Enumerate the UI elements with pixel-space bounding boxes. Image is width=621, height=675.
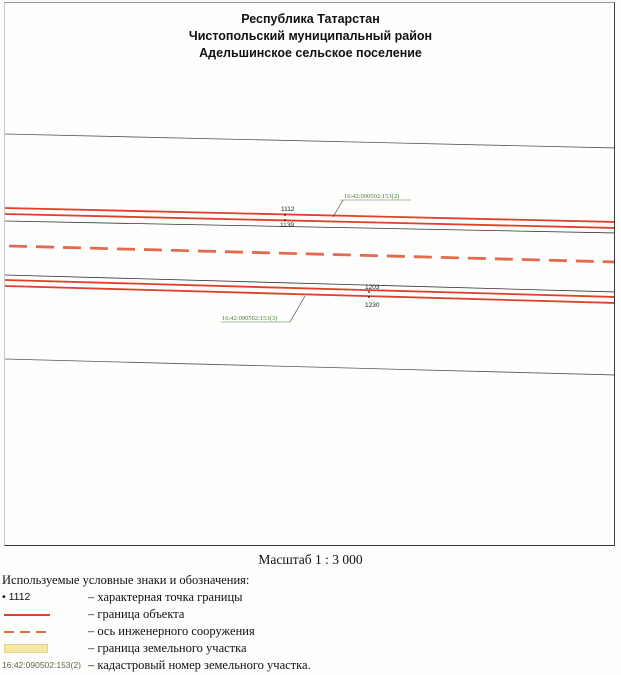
scale-text: Масштаб 1 : 3 000 <box>258 552 363 567</box>
cadastral-label-north: 16:42:090502:153(2) <box>344 193 400 200</box>
land-plot-boundary-south <box>5 359 615 375</box>
land-plot-boundary-inner-south <box>5 275 615 292</box>
object-boundary-north-1 <box>5 208 615 222</box>
object-boundary-north-2 <box>5 214 615 228</box>
legend-symbol-land-plot <box>2 640 72 657</box>
map-frame <box>4 2 615 546</box>
boundary-point-1139 <box>284 219 286 221</box>
cadastral-leader-north-stem <box>333 200 343 217</box>
legend-row-land-plot <box>2 640 617 657</box>
legend-row-boundary-point <box>2 589 617 606</box>
header-republic: Республика Татарстан <box>241 12 380 26</box>
engineering-axis <box>9 246 615 262</box>
legend-symbol-axis <box>2 623 72 640</box>
point-label-1139: 1139 <box>280 222 294 229</box>
boundary-point-1203 <box>368 291 370 293</box>
cadastral-leader-south-stem <box>290 296 305 322</box>
legend-desc-cadastral: – кадастровый номер земельного участка. <box>88 658 311 672</box>
point-label-1203: 1203 <box>365 284 380 291</box>
legend-symbol-cadastral: 16:42:090502:153(2) <box>2 660 81 670</box>
cadastral-label-south: 16:42:090502:153(3) <box>222 315 278 322</box>
boundary-point-1112 <box>284 214 286 216</box>
solid-red-line-icon <box>4 614 50 616</box>
legend-row-cadastral <box>2 657 617 674</box>
map-canvas <box>5 3 615 546</box>
header-settlement: Адельшинское сельское поселение <box>199 46 422 60</box>
header-district: Чистопольский муниципальный район <box>188 29 433 43</box>
dashed-line-icon <box>4 631 52 633</box>
boundary-point-1230 <box>368 296 370 298</box>
legend-symbol-point: • 1112 <box>2 591 31 603</box>
map-header <box>5 11 615 62</box>
legend-desc-point: – характерная точка границы <box>88 590 243 604</box>
point-label-1112: 1112 <box>281 206 295 213</box>
legend-desc-axis: – ось инженерного сооружения <box>88 624 255 638</box>
legend-desc-land-plot: – граница земельного участка <box>88 641 247 655</box>
land-plot-boundary-inner-north <box>5 221 615 233</box>
point-label-1230: 1230 <box>365 302 380 309</box>
legend-row-axis <box>2 623 617 640</box>
legend-symbol-object-boundary <box>2 606 72 623</box>
legend <box>2 572 617 674</box>
legend-desc-object-boundary: – граница объекта <box>88 607 185 621</box>
legend-title: Используемые условные знаки и обозначения: <box>2 573 250 587</box>
legend-row-object-boundary <box>2 606 617 623</box>
yellow-fill-icon <box>4 644 48 653</box>
land-plot-boundary-north <box>5 134 615 148</box>
